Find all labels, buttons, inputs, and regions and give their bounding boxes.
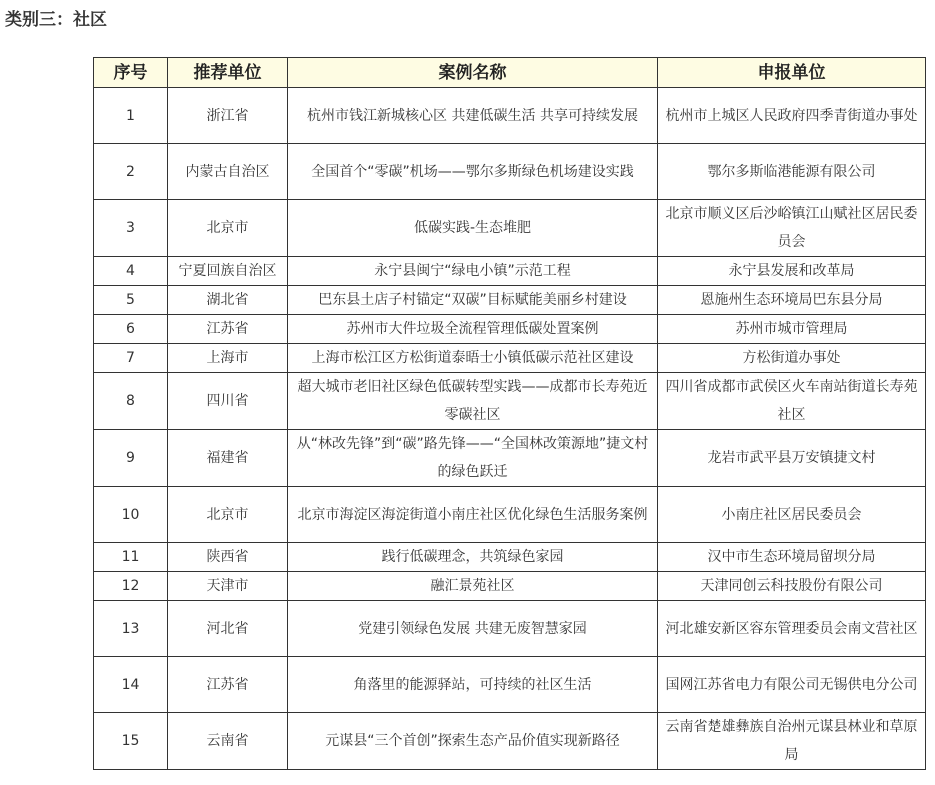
- cell-name: 苏州市大件垃圾全流程管理低碳处置案例: [288, 315, 658, 344]
- cell-org: 国网江苏省电力有限公司无锡供电分公司: [658, 657, 926, 713]
- cell-unit: 浙江省: [168, 88, 288, 144]
- cell-unit: 湖北省: [168, 286, 288, 315]
- cell-org: 方松街道办事处: [658, 344, 926, 373]
- table-row: [94, 487, 926, 543]
- cell-no: 6: [94, 315, 168, 344]
- cell-org: 河北雄安新区容东管理委员会南文营社区: [658, 601, 926, 657]
- cell-org: 北京市顺义区后沙峪镇江山赋社区居民委员会: [658, 200, 926, 257]
- cell-no: 9: [94, 430, 168, 487]
- cell-org: 小南庄社区居民委员会: [658, 487, 926, 543]
- header-case-name: 案例名称: [288, 58, 658, 88]
- header-applicant-unit: 申报单位: [658, 58, 926, 88]
- cell-unit: 福建省: [168, 430, 288, 487]
- cell-name: 元谋县“三个首创”探索生态产品价值实现新路径: [288, 713, 658, 770]
- cell-no: 10: [94, 487, 168, 543]
- cell-unit: 江苏省: [168, 315, 288, 344]
- cell-no: 2: [94, 144, 168, 200]
- cell-unit: 四川省: [168, 373, 288, 430]
- table-row: [94, 572, 926, 601]
- cell-no: 15: [94, 713, 168, 770]
- cell-org: 龙岩市武平县万安镇捷文村: [658, 430, 926, 487]
- header-no: 序号: [94, 58, 168, 88]
- table-row: [94, 601, 926, 657]
- cell-no: 5: [94, 286, 168, 315]
- table-row: [94, 373, 926, 430]
- table-row: [94, 257, 926, 286]
- cell-org: 永宁县发展和改革局: [658, 257, 926, 286]
- cell-name: 低碳实践-生态堆肥: [288, 200, 658, 257]
- table-row: [94, 657, 926, 713]
- cell-unit: 宁夏回族自治区: [168, 257, 288, 286]
- cell-unit: 北京市: [168, 200, 288, 257]
- cell-name: 践行低碳理念，共筑绿色家园: [288, 543, 658, 572]
- cell-unit: 江苏省: [168, 657, 288, 713]
- cell-no: 12: [94, 572, 168, 601]
- case-table: [93, 57, 926, 770]
- cell-org: 鄂尔多斯临港能源有限公司: [658, 144, 926, 200]
- cell-name: 超大城市老旧社区绿色低碳转型实践——成都市长寿苑近零碳社区: [288, 373, 658, 430]
- cell-name: 全国首个“零碳”机场——鄂尔多斯绿色机场建设实践: [288, 144, 658, 200]
- cell-unit: 上海市: [168, 344, 288, 373]
- cell-name: 永宁县闽宁“绿电小镇”示范工程: [288, 257, 658, 286]
- cell-no: 13: [94, 601, 168, 657]
- table-row: [94, 430, 926, 487]
- cell-unit: 内蒙古自治区: [168, 144, 288, 200]
- table-row: [94, 144, 926, 200]
- cell-name: 杭州市钱江新城核心区 共建低碳生活 共享可持续发展: [288, 88, 658, 144]
- cell-org: 杭州市上城区人民政府四季青街道办事处: [658, 88, 926, 144]
- table-row: [94, 543, 926, 572]
- table-row: [94, 286, 926, 315]
- cell-name: 巴东县土店子村锚定“双碳”目标赋能美丽乡村建设: [288, 286, 658, 315]
- cell-name: 融汇景苑社区: [288, 572, 658, 601]
- table-row: [94, 200, 926, 257]
- cell-name: 从“林改先锋”到“碳”路先锋——“全国林改策源地”捷文村的绿色跃迁: [288, 430, 658, 487]
- cell-no: 3: [94, 200, 168, 257]
- header-recommending-unit: 推荐单位: [168, 58, 288, 88]
- cell-unit: 陕西省: [168, 543, 288, 572]
- cell-no: 8: [94, 373, 168, 430]
- cell-no: 11: [94, 543, 168, 572]
- cell-no: 1: [94, 88, 168, 144]
- cell-no: 14: [94, 657, 168, 713]
- cell-org: 汉中市生态环境局留坝分局: [658, 543, 926, 572]
- cell-name: 党建引领绿色发展 共建无废智慧家园: [288, 601, 658, 657]
- cell-org: 云南省楚雄彝族自治州元谋县林业和草原局: [658, 713, 926, 770]
- cell-unit: 河北省: [168, 601, 288, 657]
- table-row: [94, 344, 926, 373]
- table-header-row: [94, 58, 926, 88]
- cell-name: 角落里的能源驿站，可持续的社区生活: [288, 657, 658, 713]
- cell-org: 苏州市城市管理局: [658, 315, 926, 344]
- cell-unit: 云南省: [168, 713, 288, 770]
- cell-org: 恩施州生态环境局巴东县分局: [658, 286, 926, 315]
- cell-unit: 天津市: [168, 572, 288, 601]
- cell-org: 天津同创云科技股份有限公司: [658, 572, 926, 601]
- table-row: [94, 88, 926, 144]
- cell-name: 上海市松江区方松街道泰晤士小镇低碳示范社区建设: [288, 344, 658, 373]
- cell-name: 北京市海淀区海淀街道小南庄社区优化绿色生活服务案例: [288, 487, 658, 543]
- cell-unit: 北京市: [168, 487, 288, 543]
- cell-no: 7: [94, 344, 168, 373]
- cell-org: 四川省成都市武侯区火车南站街道长寿苑社区: [658, 373, 926, 430]
- cell-no: 4: [94, 257, 168, 286]
- table-row: [94, 315, 926, 344]
- table-row: [94, 713, 926, 770]
- section-heading: 类别三：社区: [5, 10, 107, 30]
